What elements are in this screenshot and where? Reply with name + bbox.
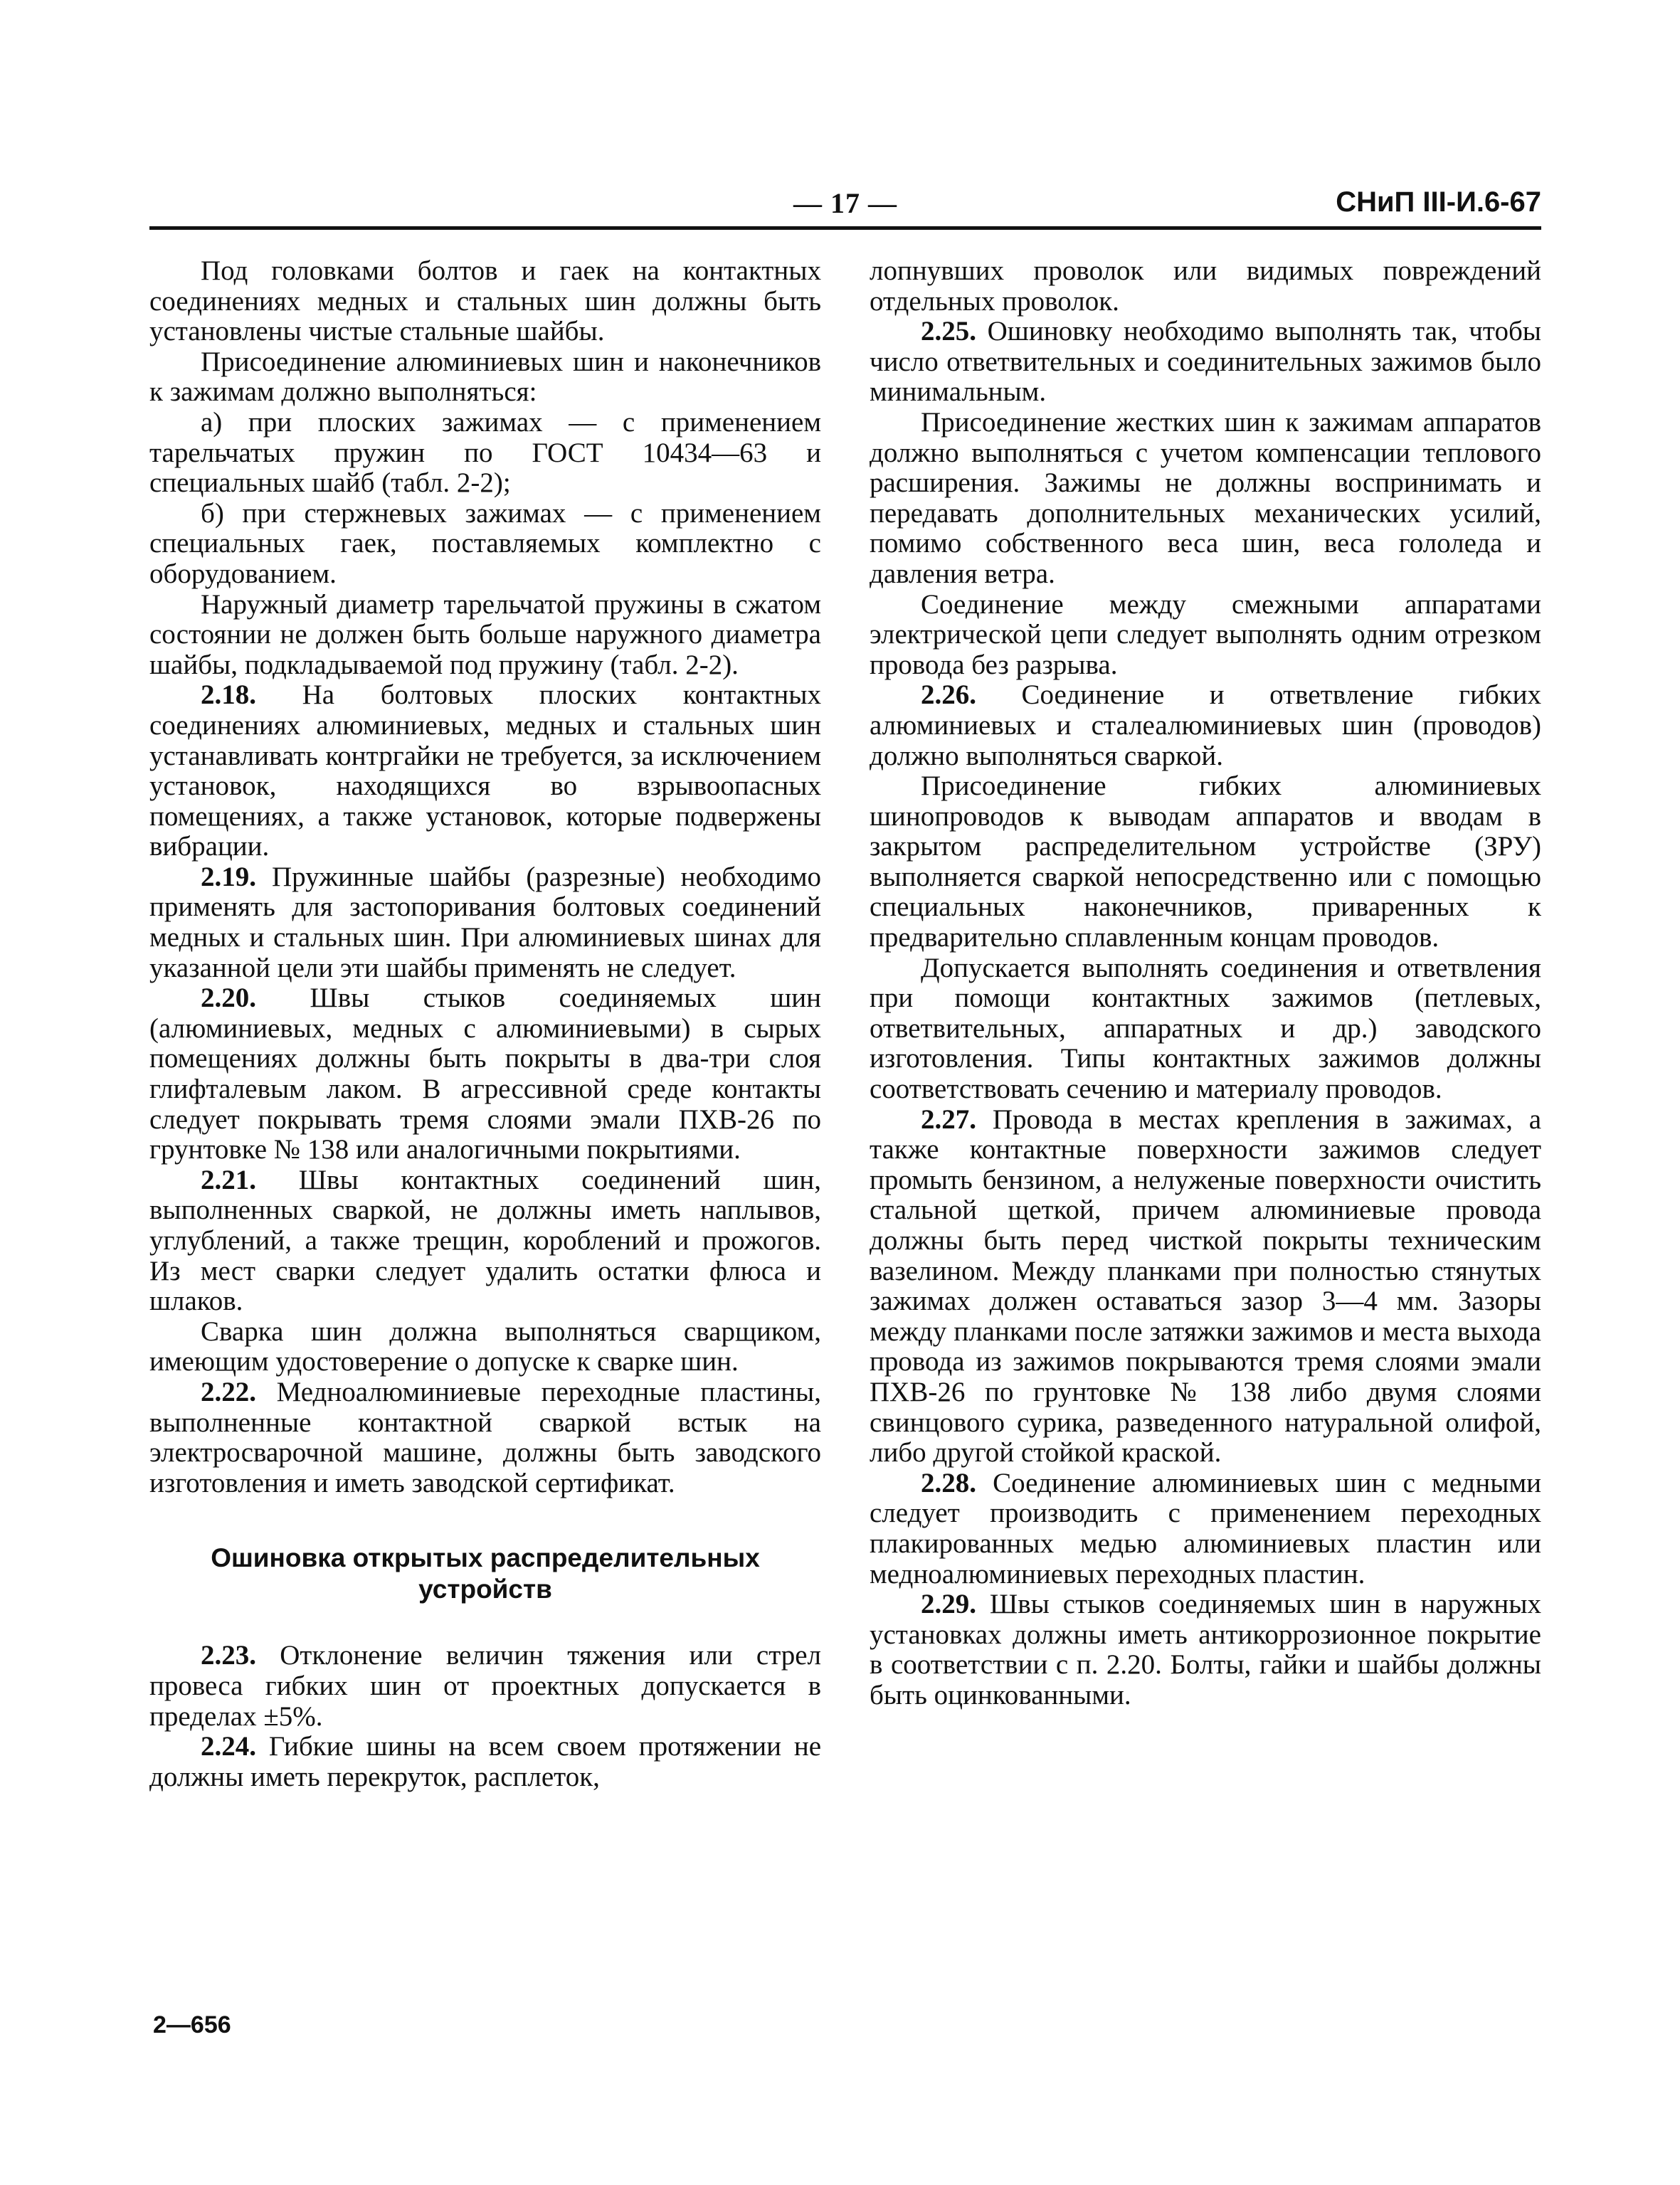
paragraph	[870, 680, 1541, 771]
clause-number: 2.29.	[921, 1589, 976, 1620]
paragraph	[870, 953, 1541, 1105]
paragraph	[149, 1732, 821, 1792]
paragraph	[870, 1469, 1541, 1589]
paragraph-text: Пружинные шайбы (разрезные) необходимо применять для застопоривания болтовых соединений медных и стальных шин. При алюминиевых шинах для указанной цели эти шайбы применять не следует.	[149, 861, 821, 983]
paragraph-text: Присоединение жестких шин к зажимам аппаратов должно выполняться с учетом компенсации теплового расширения. Зажимы не должны воспринимать и передавать дополнительных механических усилий, помимо собственного веса шин, веса гололеда и давления ветра.	[870, 406, 1541, 589]
paragraph	[149, 1641, 821, 1732]
paragraph-text: Соединение между смежными аппаратами электрической цепи следует выполнять одним отрезком провода без разрыва.	[870, 588, 1541, 680]
paragraph-text: Соединение и ответвление гибких алюминиевых и сталеалюминиевых шин (проводов) должно выполняться сваркой.	[870, 679, 1541, 771]
paragraph-text: Сварка шин должна выполняться сварщиком, имеющим удостоверение о допуске к сварке шин.	[149, 1316, 821, 1377]
paragraph-text: Допускается выполнять соединения и ответвления при помощи контактных зажимов (петлевых, ответвительных, аппаратных и др.) заводского изготовления. Типы контактных зажимов должны соответствовать сечению и материалу проводов.	[870, 952, 1541, 1105]
paragraph	[870, 1589, 1541, 1710]
paragraph	[870, 408, 1541, 590]
paragraph-text: Медноалюминиевые переходные пластины, выполненные контактной сваркой встык на электросварочной машине, должны быть заводского изготовления и иметь заводской сертификат.	[149, 1376, 821, 1498]
paragraph	[870, 1105, 1541, 1469]
paragraph-text: б) при стержневых зажимах — с применением специальных гаек, поставляемых комплектно с оборудованием.	[149, 497, 821, 589]
clause-number: 2.27.	[921, 1104, 976, 1135]
paragraph-text: Швы стыков соединяемых шин (алюминиевых, медных с алюминиевыми) в сырых помещениях должны быть покрыты в два-три слоя глифталевым лаком. В агрессивной среде контакты следует покрывать тремя слоями эмали ПХВ-26 по грунтовке № 138 или аналогичными покрытиями.	[149, 983, 821, 1165]
paragraph-text: Ошиновку необходимо выполнять так, чтобы число ответвительных и соединительных зажимов было минимальным.	[870, 316, 1541, 408]
paragraph-text: Гибкие шины на всем своем протяжении не должны иметь перекруток, расплеток,	[149, 1731, 822, 1792]
paragraph	[870, 256, 1541, 317]
clause-number: 2.25.	[921, 316, 976, 347]
document-code: СНиП III-И.6-67	[1336, 186, 1541, 218]
paragraph	[149, 1377, 821, 1498]
paragraph	[149, 983, 821, 1165]
paragraph-text: Присоединение алюминиевых шин и наконечников к зажимам должно выполняться:	[149, 346, 821, 408]
page-header	[149, 186, 1541, 229]
left-paragraphs-after-heading	[149, 1641, 821, 1792]
paragraph-text: Наружный диаметр тарельчатой пружины в сжатом состоянии не должен быть больше наружного диаметра шайбы, подкладываемой под пружину (табл. 2-2).	[149, 588, 821, 680]
page-number: — 17 —	[793, 187, 897, 219]
paragraph	[149, 408, 821, 499]
section-heading: Ошиновка открытых распределительных устройств	[211, 1543, 760, 1604]
paragraph-text: Швы стыков соединяемых шин в наружных установках должны иметь антикоррозионное покрытие в соответствии с п. 2.20. Болты, гайки и шайбы должны быть оцинкованными.	[870, 1589, 1541, 1710]
paragraph-text: Присоединение гибких алюминиевых шинопроводов к выводам аппаратов и вводам в закрытом распределительном устройстве (ЗРУ) выполняется сваркой непосредственно или с помощью специальных наконечников, приваренных к предварительно сплавленным концам проводов.	[870, 771, 1541, 953]
paragraph	[870, 317, 1541, 408]
signature-mark: 2—656	[153, 2011, 231, 2038]
left-paragraphs	[149, 256, 821, 1498]
clause-number: 2.23.	[201, 1640, 256, 1671]
clause-number: 2.24.	[201, 1731, 256, 1762]
paragraph-text: Соединение алюминиевых шин с медными следует производить с применением переходных плакированных медью алюминиевых пластин или медноалюминиевых переходных пластин.	[870, 1467, 1541, 1589]
paragraph	[870, 590, 1541, 681]
clause-number: 2.21.	[201, 1164, 256, 1195]
paragraph-text: Отклонение величин тяжения или стрел провеса гибких шин от проектных допускается в пределах ±5%.	[149, 1640, 822, 1732]
right-paragraphs	[870, 256, 1541, 1711]
paragraph	[149, 499, 821, 590]
clause-number: 2.18.	[201, 679, 256, 711]
clause-number: 2.28.	[921, 1467, 976, 1498]
clause-number: 2.22.	[201, 1376, 256, 1407]
paragraph	[149, 590, 821, 681]
header-rule	[149, 226, 1541, 230]
clause-number: 2.20.	[201, 983, 256, 1014]
paragraph	[149, 680, 821, 862]
clause-number: 2.26.	[921, 679, 976, 711]
paragraph-text: На болтовых плоских контактных соединениях алюминиевых, медных и стальных шин устанавливать контргайки не требуется, за исключением установок, находящихся во взрывоопасных помещениях, а также установок, которые подвержены вибрации.	[149, 679, 821, 862]
right-column	[870, 256, 1541, 1711]
paragraph-text: лопнувших проволок или видимых повреждений отдельных проволок.	[870, 255, 1541, 317]
paragraph	[149, 256, 821, 347]
paragraph	[149, 1317, 821, 1377]
paragraph-text: Провода в местах крепления в зажимах, а также контактные поверхности зажимов следует промыть бензином, а нелуженые поверхности очистить стальной щеткой, причем алюминиевые провода должны быть перед чисткой покрыты техническим вазелином. Между планками при полностью стянутых зажимах должен оставаться зазор 3—4 мм. Зазоры между планками после затяжки зажимов и места выхода провода из зажимов покрываются тремя слоями эмали ПХВ-26 по грунтовке № 138 либо двумя слоями свинцового сурика, разведенного натуральной олифой, либо другой стойкой краской.	[870, 1104, 1542, 1469]
clause-number: 2.19.	[201, 861, 256, 892]
paragraph	[149, 1165, 821, 1317]
paragraph-text: а) при плоских зажимах — с применением тарельчатых пружин по ГОСТ 10434—63 и специальных шайб (табл. 2-2);	[149, 406, 821, 499]
paragraph	[149, 862, 821, 983]
left-column	[149, 256, 821, 1792]
paragraph-text: Швы контактных соединений шин, выполненных сваркой, не должны иметь наплывов, углублений, а также трещин, короблений и прожогов. Из мест сварки следует удалить остатки флюса и шлаков.	[149, 1164, 822, 1317]
paragraph	[870, 771, 1541, 953]
paragraph	[149, 347, 821, 408]
paragraph-text: Под головками болтов и гаек на контактных соединениях медных и стальных шин должны быть установлены чистые стальные шайбы.	[149, 255, 821, 347]
